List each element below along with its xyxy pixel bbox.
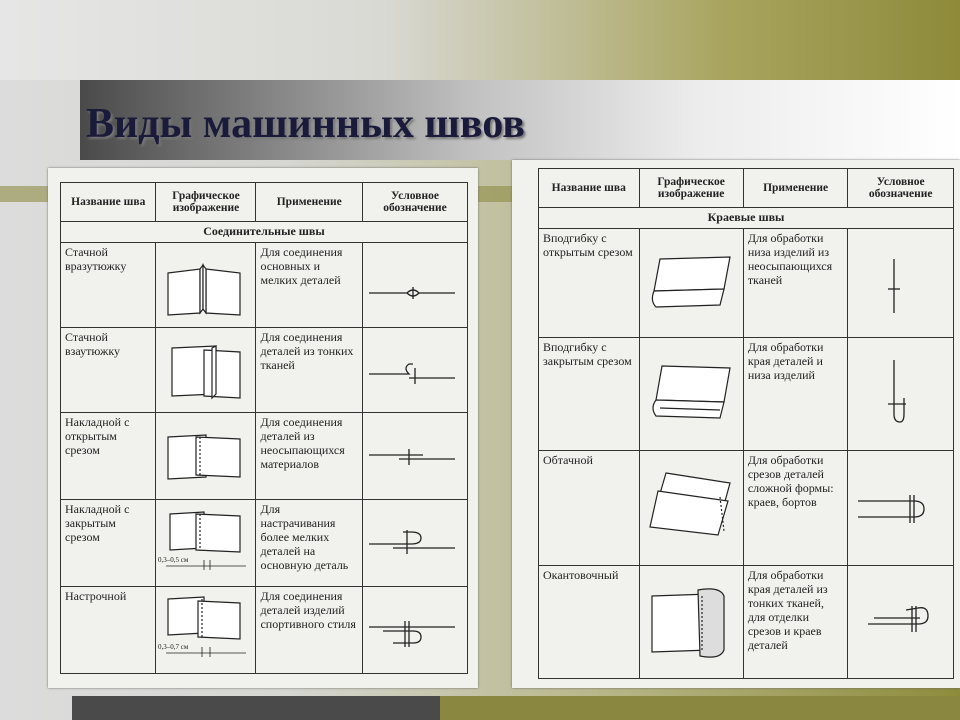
seam-symbol	[363, 587, 468, 674]
edge-seams-panel	[512, 160, 960, 688]
table-row	[539, 338, 954, 451]
seam-graphic	[156, 328, 256, 413]
seam-symbol	[363, 500, 468, 587]
connecting-seams-panel	[48, 168, 478, 688]
seam-name: Вподгибку с открытым срезом	[539, 229, 640, 338]
header-name: Название шва	[61, 183, 156, 222]
seam-graphic	[639, 566, 743, 679]
header-symbol: Условное обозначение	[848, 169, 954, 208]
table-row	[61, 243, 468, 328]
header-name: Название шва	[539, 169, 640, 208]
seam-graphic	[639, 338, 743, 451]
section-title: Краевые швы	[539, 208, 954, 229]
seam-symbol	[848, 229, 954, 338]
seam-use: Для настрачивания более мелких деталей на основную деталь	[256, 500, 363, 587]
seam-graphic	[156, 500, 256, 587]
table-header-row	[61, 183, 468, 222]
table-row	[61, 500, 468, 587]
seam-use: Для соединения основных и мелких деталей	[256, 243, 363, 328]
seam-symbol	[848, 566, 954, 679]
seam-use: Для соединения деталей изделий спортивного стиля	[256, 587, 363, 674]
seam-use: Для соединения деталей из тонких тканей	[256, 328, 363, 413]
seam-name: Окантовочный	[539, 566, 640, 679]
header-graphic: Графическое изображение	[156, 183, 256, 222]
seam-measurement: 0,3–0,5 см	[158, 556, 189, 564]
seam-name: Стачной взаутюжку	[61, 328, 156, 413]
table-row	[539, 451, 954, 566]
edge-seams-table	[538, 168, 954, 679]
header-graphic: Графическое изображение	[639, 169, 743, 208]
seam-use: Для обработки срезов деталей сложной формы: краев, бортов	[743, 451, 848, 566]
seam-name: Настрочной	[61, 587, 156, 674]
seam-name: Вподгибку с закрытым срезом	[539, 338, 640, 451]
background-top-band	[0, 0, 960, 80]
table-row	[61, 328, 468, 413]
section-title: Соединительные швы	[61, 222, 468, 243]
slide-title: Виды машинных швов	[86, 101, 525, 147]
table-row	[539, 566, 954, 679]
table-row	[539, 229, 954, 338]
footer-accent	[440, 696, 960, 720]
seam-graphic	[156, 413, 256, 500]
seam-graphic	[639, 451, 743, 566]
seam-use: Для соединения деталей из неосыпающихся материалов	[256, 413, 363, 500]
table-header-row	[539, 169, 954, 208]
seam-symbol	[848, 451, 954, 566]
seam-graphic	[639, 229, 743, 338]
header-use: Применение	[256, 183, 363, 222]
seam-symbol	[363, 413, 468, 500]
footer-bar	[72, 696, 440, 720]
table-row	[61, 413, 468, 500]
seam-measurement: 0,3–0,7 см	[158, 643, 189, 651]
seam-graphic	[156, 587, 256, 674]
seam-symbol	[848, 338, 954, 451]
connecting-seams-table	[60, 182, 468, 674]
seam-use: Для обработки края деталей из тонких тканей, для отделки срезов и краев деталей	[743, 566, 848, 679]
header-use: Применение	[743, 169, 848, 208]
seam-symbol	[363, 243, 468, 328]
header-symbol: Условное обозначение	[363, 183, 468, 222]
seam-use: Для обработки края деталей и низа изделий	[743, 338, 848, 451]
seam-graphic	[156, 243, 256, 328]
seam-name: Накладной с закрытым срезом	[61, 500, 156, 587]
seam-name: Обтачной	[539, 451, 640, 566]
seam-name: Накладной с открытым срезом	[61, 413, 156, 500]
seam-name: Стачной вразутюжку	[61, 243, 156, 328]
seam-symbol	[363, 328, 468, 413]
seam-use: Для обработки низа изделий из неосыпающихся тканей	[743, 229, 848, 338]
table-row	[61, 587, 468, 674]
